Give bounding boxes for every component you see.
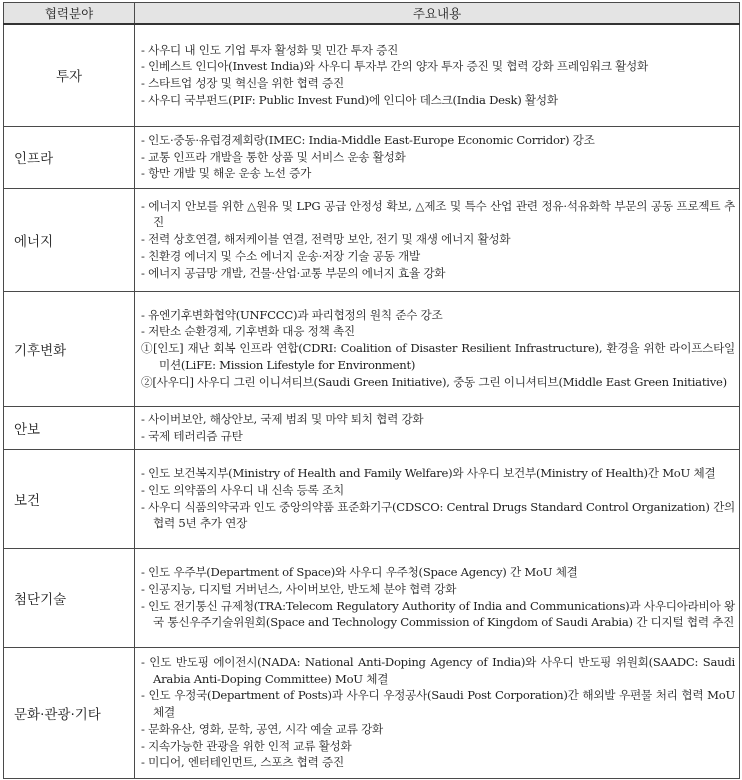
list-item: - 에너지 공급망 개발, 건물·산업·교통 부문의 에너지 효율 강화 — [141, 265, 446, 280]
row-content — [135, 126, 740, 188]
list-item: - 문화유산, 영화, 문학, 공연, 시각 예술 교류 강화 — [141, 721, 383, 736]
list-item: - 인공지능, 디지털 거버넌스, 사이버보안, 반도체 분야 협력 강화 — [141, 581, 457, 596]
row-area: 문화·관광·기타 — [4, 647, 135, 778]
list-item: - 에너지 안보를 위한 △원유 및 LPG 공급 안정성 확보, △제조 및 특수 산업 관련 정유·석유화학 부문의 공동 프로젝트 추진 — [141, 198, 735, 230]
list-item: - 인도·중동·유럽경제회랑(IMEC: India-Middle East-Europe Economic Corridor) 강조 — [141, 132, 595, 147]
list-item: - 인도 우주부(Department of Space)와 사우디 우주청(Space Agency) 간 MoU 체결 — [141, 564, 578, 579]
list-item: - 미디어, 엔터테인먼트, 스포츠 협력 증진 — [141, 755, 344, 770]
list-item: - 인도 전기통신 규제청(TRA:Telecom Regulatory Authority of India and Communications)과 사우디아라비아 왕국 통신우주기술위원회(Space and Technology Commission of Kingdom of Saudi Arabia) 간 디지털 협력 추진 — [141, 598, 735, 630]
row-content — [135, 548, 740, 647]
row-area: 첨단기술 — [4, 548, 135, 647]
list-item: - 전력 상호연결, 해저케이블 연결, 전력망 보안, 전기 및 재생 에너지 활성화 — [141, 232, 511, 247]
table-row-culture-tourism-other — [4, 647, 740, 778]
list-item: - 인도 반도핑 에이전시(NADA: National Anti-Doping Agency of India)와 사우디 반도핑 위원회(SAADC: Saudi Arabia Anti-Doping Committee) MoU 체결 — [141, 654, 735, 686]
list-item: - 지속가능한 관광을 위한 인적 교류 활성화 — [141, 738, 352, 753]
cooperation-table-container — [3, 2, 739, 778]
cooperation-table — [3, 2, 740, 779]
list-item: - 사우디 내 인도 기업 투자 활성화 및 민간 투자 증진 — [141, 42, 399, 57]
row-content — [135, 24, 740, 126]
list-item: - 인도 우정국(Department of Posts)과 사우디 우정공사(Saudi Post Corporation)간 해외발 우편물 처리 협력 MoU 체결 — [141, 688, 735, 720]
row-area: 기후변화 — [4, 291, 135, 406]
row-content — [135, 449, 740, 548]
list-item: - 인베스트 인디아(Invest India)와 사우디 투자부 간의 양자 투자 증진 및 협력 강화 프레임워크 활성화 — [141, 59, 648, 74]
list-item: - 인도 보건복지부(Ministry of Health and Family Welfare)와 사우디 보건부(Ministry of Health)간 MoU 체결 — [141, 465, 716, 480]
list-item: - 국제 테러리즘 규탄 — [141, 428, 243, 443]
row-area: 투자 — [4, 24, 135, 126]
list-item: - 유엔기후변화협약(UNFCCC)과 파리협정의 원칙 준수 강조 — [141, 307, 443, 322]
table-row-energy — [4, 188, 740, 291]
list-item: - 인도 의약품의 사우디 내 신속 등록 조치 — [141, 482, 344, 497]
list-item: - 스타트업 성장 및 혁신을 위한 협력 증진 — [141, 76, 344, 91]
list-item: - 사우디 국부펀드(PIF: Public Invest Fund)에 인디아 데스크(India Desk) 활성화 — [141, 93, 558, 108]
table-row-security — [4, 406, 740, 449]
list-item: - 저탄소 순환경제, 기후변화 대응 정책 촉진 — [141, 324, 355, 339]
row-area: 안보 — [4, 406, 135, 449]
list-item: ②[사우디] 사우디 그린 이니셔티브(Saudi Green Initiative), 중동 그린 이니셔티브(Middle East Green Initiative) — [141, 374, 727, 389]
row-content — [135, 291, 740, 406]
table-row-advanced-technology — [4, 548, 740, 647]
table-row-investment — [4, 24, 740, 126]
row-area: 인프라 — [4, 126, 135, 188]
table-header-row — [4, 3, 740, 25]
list-item: - 친환경 에너지 및 수소 에너지 운송·저장 기술 공동 개발 — [141, 248, 420, 263]
list-item: - 사이버보안, 해상안보, 국제 범죄 및 마약 퇴치 협력 강화 — [141, 411, 424, 426]
header-area: 협력분야 — [4, 3, 135, 25]
header-content: 주요내용 — [135, 3, 740, 25]
list-item: - 항만 개발 및 해운 운송 노선 증가 — [141, 166, 312, 181]
table-row-climate-change — [4, 291, 740, 406]
row-content — [135, 406, 740, 449]
list-item: - 사우디 식품의약국과 인도 중앙의약품 표준화기구(CDSCO: Central Drugs Standard Control Organization) 간의 협력 5년 추가 연장 — [141, 499, 735, 531]
table-row-infrastructure — [4, 126, 740, 188]
row-area: 에너지 — [4, 188, 135, 291]
row-area: 보건 — [4, 449, 135, 548]
table-row-health — [4, 449, 740, 548]
list-item: ①[인도] 재난 회복 인프라 연합(CDRI: Coalition of Disaster Resilient Infrastructure), 환경을 위한 라이프스타일 미션(LiFE: Mission Lifestyle for Environment) — [141, 341, 735, 372]
row-content — [135, 647, 740, 778]
list-item: - 교통 인프라 개발을 통한 상품 및 서비스 운송 활성화 — [141, 149, 406, 164]
row-content — [135, 188, 740, 291]
